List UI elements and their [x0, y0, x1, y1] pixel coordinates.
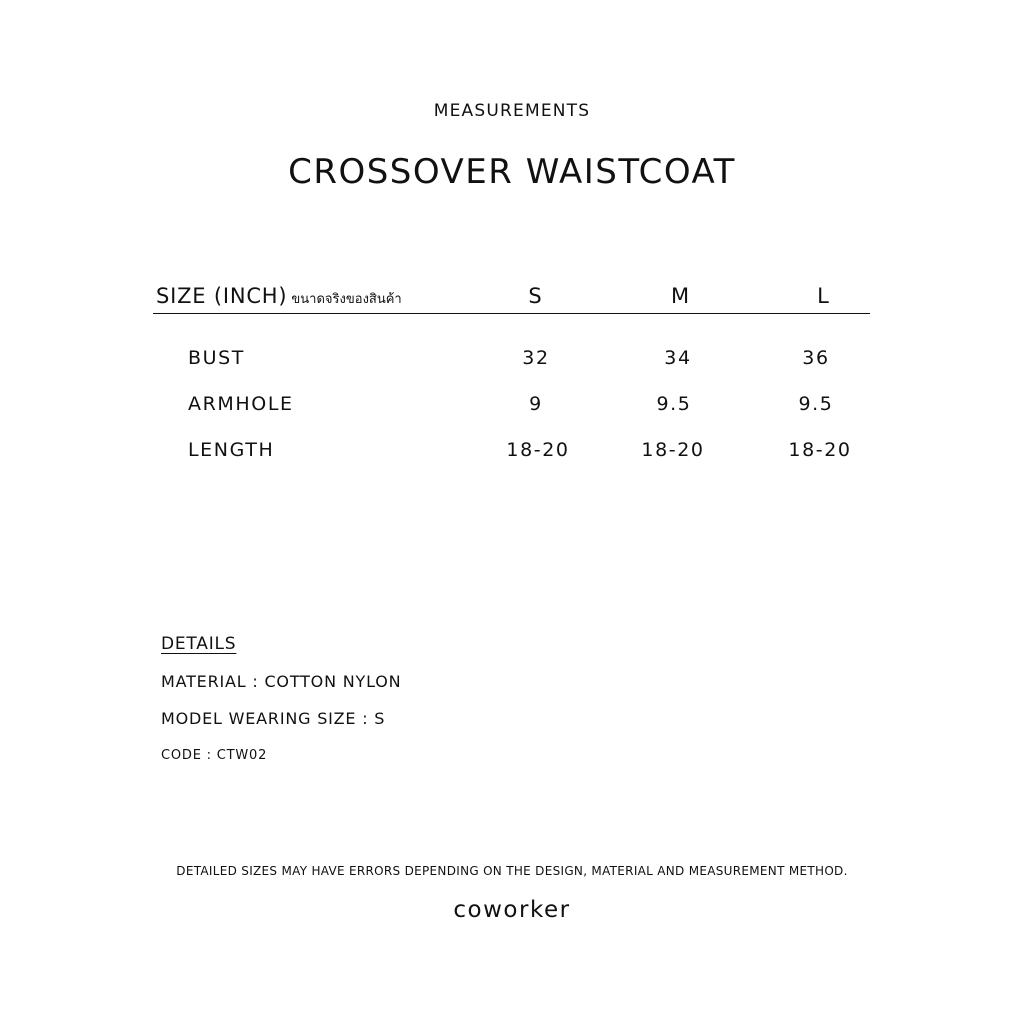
cell-length-l: 18-20: [788, 439, 852, 461]
row-label-bust: BUST: [188, 347, 246, 369]
row-label-armhole: ARMHOLE: [188, 393, 294, 415]
size-heading-text: SIZE (INCH): [156, 284, 288, 308]
column-header-s: S: [528, 284, 542, 308]
cell-bust-s: 32: [522, 347, 550, 369]
size-disclaimer: DETAILED SIZES MAY HAVE ERRORS DEPENDING ON THE DESIGN, MATERIAL AND MEASUREMENT METHOD.: [176, 864, 848, 878]
product-title: CROSSOVER WAISTCOAT: [288, 152, 736, 192]
size-table-heading: [156, 284, 402, 309]
brand-logo: coworker: [453, 897, 571, 923]
details-heading: DETAILS: [161, 634, 237, 654]
row-label-length: LENGTH: [188, 439, 275, 461]
size-heading-thai: ขนาดจริงของสินค้า: [291, 292, 402, 307]
column-header-m: M: [670, 284, 690, 308]
cell-length-m: 18-20: [641, 439, 705, 461]
cell-length-s: 18-20: [506, 439, 570, 461]
table-header-divider: [153, 313, 870, 314]
detail-model-size: MODEL WEARING SIZE : S: [161, 709, 386, 728]
section-eyebrow: MEASUREMENTS: [433, 101, 591, 121]
cell-armhole-s: 9: [529, 393, 543, 415]
cell-armhole-m: 9.5: [656, 393, 692, 415]
column-header-l: L: [817, 284, 829, 308]
detail-code: CODE : CTW02: [161, 748, 268, 763]
cell-armhole-l: 9.5: [798, 393, 834, 415]
cell-bust-m: 34: [664, 347, 692, 369]
cell-bust-l: 36: [802, 347, 830, 369]
detail-material: MATERIAL : COTTON NYLON: [161, 672, 402, 691]
